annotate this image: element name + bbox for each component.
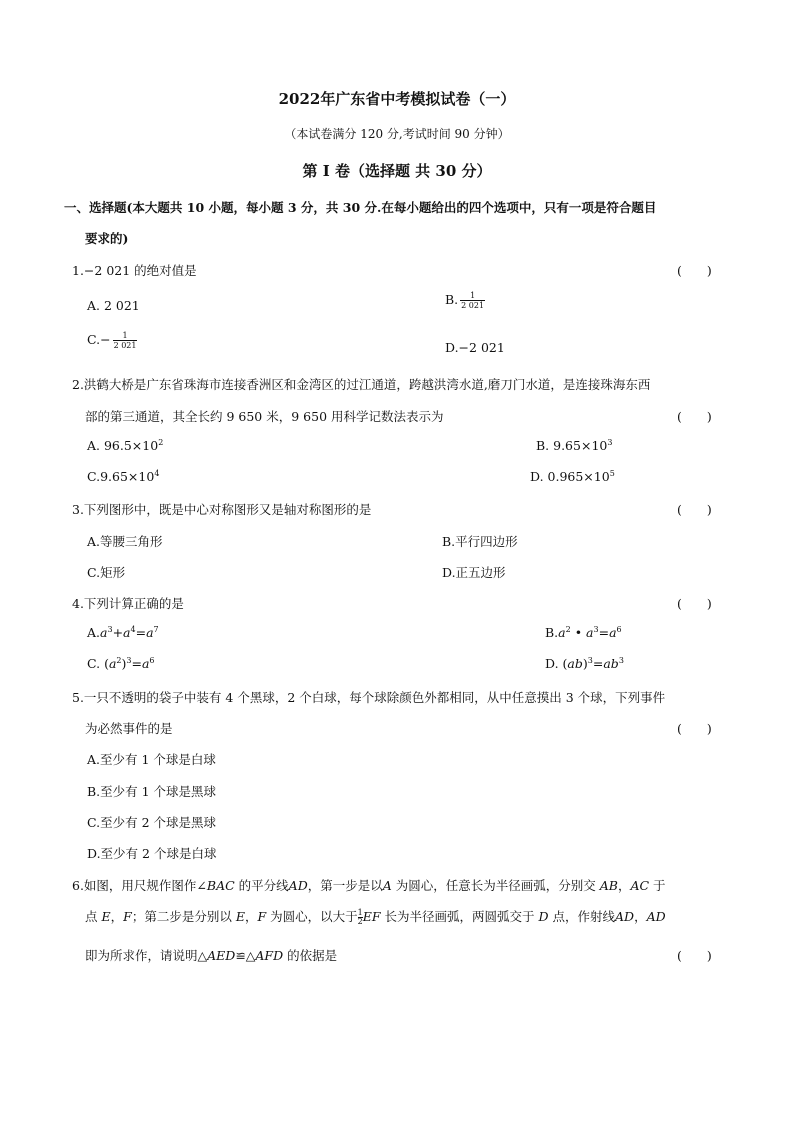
q3-option-a: A.等腰三角形 [87, 534, 163, 549]
q3-option-c: C.矩形 [87, 565, 126, 580]
q1-stem: 1.−2 021 的绝对值是 [72, 263, 197, 278]
q2-stem-line1: 2.洪鹤大桥是广东省珠海市连接香洲区和金湾区的过江通道，跨越洪湾水道,磨刀门水道，是连接珠海东西 [72, 377, 651, 392]
q5-option-a: A.至少有 1 个球是白球 [87, 752, 216, 767]
q4-option-d: D. $(ab)^3=ab^3$ [545, 656, 624, 672]
q5-stem-line2: 为必然事件的是 [85, 721, 173, 736]
q1-option-a: A. 2 021 [87, 298, 140, 313]
q4-option-a: $A.a^3+a^4=a^7$ [87, 625, 159, 641]
q4-option-c: C. $(a^2)^3=a^6$ [87, 656, 155, 672]
q6-stem-line3: 即为所求作，请说明△AED≌△AFD 的依据是 [85, 948, 338, 963]
q2-answer-paren: ( ) [677, 409, 712, 424]
q2-option-d: D. $0.965\times 10^5$ [530, 469, 615, 485]
q6-answer-paren: ( ) [677, 948, 712, 963]
q5-option-d: D.至少有 2 个球是白球 [87, 846, 217, 861]
q1-option-b: B. $\frac{1}{2 021}$ [445, 291, 485, 310]
q3-answer-paren: ( ) [677, 502, 712, 517]
q5-answer-paren: ( ) [677, 721, 712, 736]
q6-stem-line1: 6.如图，用尺规作图作∠BAC 的平分线AD，第一步是以A 为圆心，任意长为半径画弧，分别交 AB，AC 于 [72, 878, 666, 893]
q3-stem: 3.下列图形中，既是中心对称图形又是轴对称图形的是 [72, 502, 372, 517]
q1-option-c: C.− $\frac{1}{2 021}$ [87, 331, 137, 350]
q3-option-b: B.平行四边形 [442, 534, 518, 549]
section-heading: 第 Ⅰ 卷（选择题 共 30 分） [302, 162, 492, 180]
exam-title: 2022年广东省中考模拟试卷（一） [278, 90, 516, 108]
instructions-line1: 一、选择题(本大题共 10 小题，每小题 3 分，共 30 分.在每小题给出的四个选项中，只有一项是符合题目 [64, 200, 657, 215]
q6-stem-line2: 点 E，F；第二步是分别以 E，F 为圆心，以大于 $\frac{1}{2}$ EF 长为半径画弧，两圆弧交于 D 点，作射线AD，AD [85, 908, 666, 926]
q5-option-b: B.至少有 1 个球是黑球 [87, 784, 217, 799]
q2-option-c: $C.9.65\times 10^4$ [87, 469, 160, 485]
q6-fraction-half: $\frac{1}{2}$ [357, 908, 363, 926]
q1-answer-paren: ( ) [677, 263, 712, 278]
q5-stem-line1: 5.一只不透明的袋子中装有 4 个黑球，2 个白球，每个球除颜色外都相同，从中任意摸出 3 个球，下列事件 [72, 690, 666, 705]
q4-answer-paren: ( ) [677, 596, 712, 611]
q4-stem: 4.下列计算正确的是 [72, 596, 184, 611]
q3-option-d: D.正五边形 [442, 565, 506, 580]
exam-subtitle: （本试卷满分 120 分,考试时间 90 分钟） [284, 127, 510, 141]
q2-option-b: B. $9.65\times 10^3$ [536, 438, 613, 454]
q1-option-d: D.−2 021 [445, 340, 505, 355]
q5-option-c: C.至少有 2 个球是黑球 [87, 815, 216, 830]
q2-option-a: A. $96.5\times 10^2$ [87, 438, 164, 454]
q2-stem-line2: 部的第三通道，其全长约 9 650 米，9 650 用科学记数法表示为 [85, 409, 444, 424]
q4-option-b: $B.a^2$ • $a^3=a^6$ [545, 625, 622, 641]
instructions-line2: 要求的) [85, 231, 129, 246]
